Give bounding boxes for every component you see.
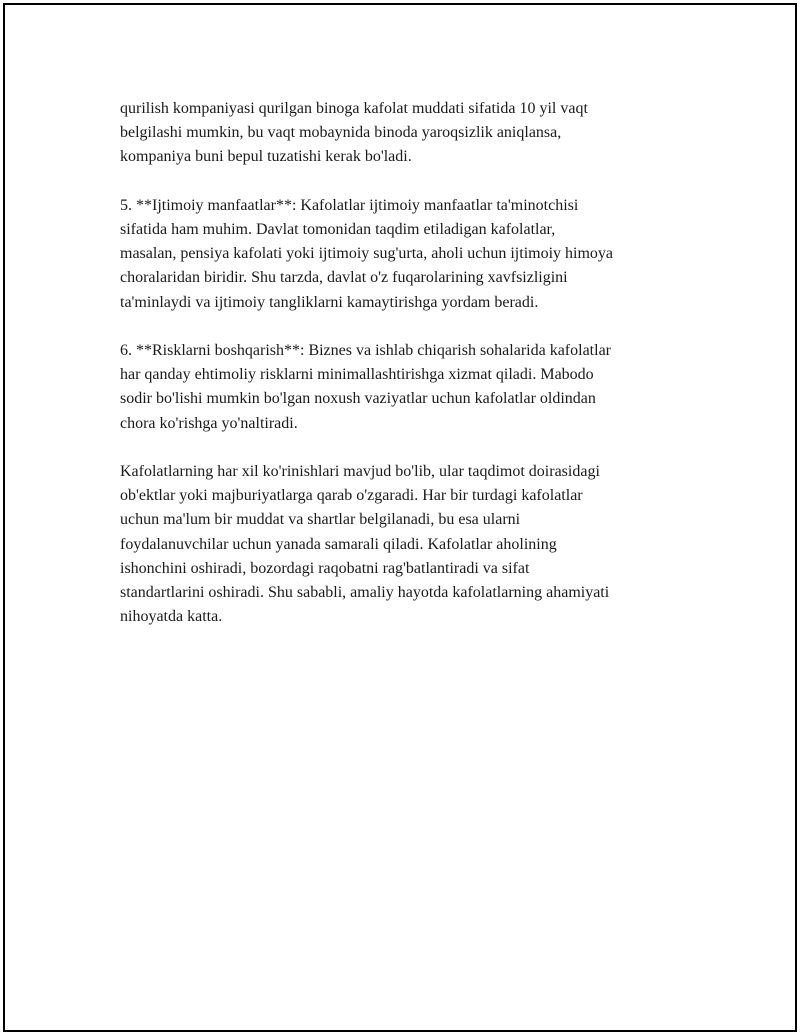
document-body — [120, 97, 700, 654]
paragraph-risk-management: 6. **Risklarni boshqarish**: Biznes va ishlab chiqarish sohalarida kafolatlar har qanday ehtimoliy risklarni minimallashtirishga xizmat qiladi. Mabodo sodir bo'lishi mumkin bo'lgan noxush vaziyatlar uchun kafolatlar oldindan chora ko'rishga yo'naltiradi. — [120, 342, 611, 432]
paragraph-social-benefits: 5. **Ijtimoiy manfaatlar**: Kafolatlar ijtimoiy manfaatlar ta'minotchisi sifatida ham muhim. Davlat tomonidan taqdim etiladigan kafolatlar, masalan, pensiya kafolati yoki ijtimoiy sug'urta, aholi uchun ijtimoiy himoya choralaridan biridir. Shu tarzda, davlat o'z fuqarolarining xavfsizligini ta'minlaydi va ijtimoiy tangliklarni kamaytirishga yordam beradi. — [120, 196, 614, 311]
document-page — [3, 3, 797, 1032]
paragraph-warranty-example: qurilish kompaniyasi qurilgan binoga kafolat muddati sifatida 10 yil vaqt belgilashi mumkin, bu vaqt mobaynida binoda yaroqsizlik aniqlansa, kompaniya buni bepul tuzatishi kerak bo'ladi. — [120, 100, 588, 166]
paragraph-conclusion: Kafolatlarning har xil ko'rinishlari mavjud bo'lib, ular taqdimot doirasidagi ob'ektlar yoki majburiyatlarga qarab o'zgaradi. Har bir turdagi kafolatlar uchun ma'lum bir muddat va shartlar belgilanadi, bu esa ularni foydalanuvchilar uchun yanada samarali qiladi. Kafolatlar aholining ishonchini oshiradi, bozordagi raqobatni rag'batlantiradi va sifat standartlarini oshiradi. Shu sababli, amaliy hayotda kafolatlarning ahamiyati nihoyatda katta. — [120, 463, 610, 626]
